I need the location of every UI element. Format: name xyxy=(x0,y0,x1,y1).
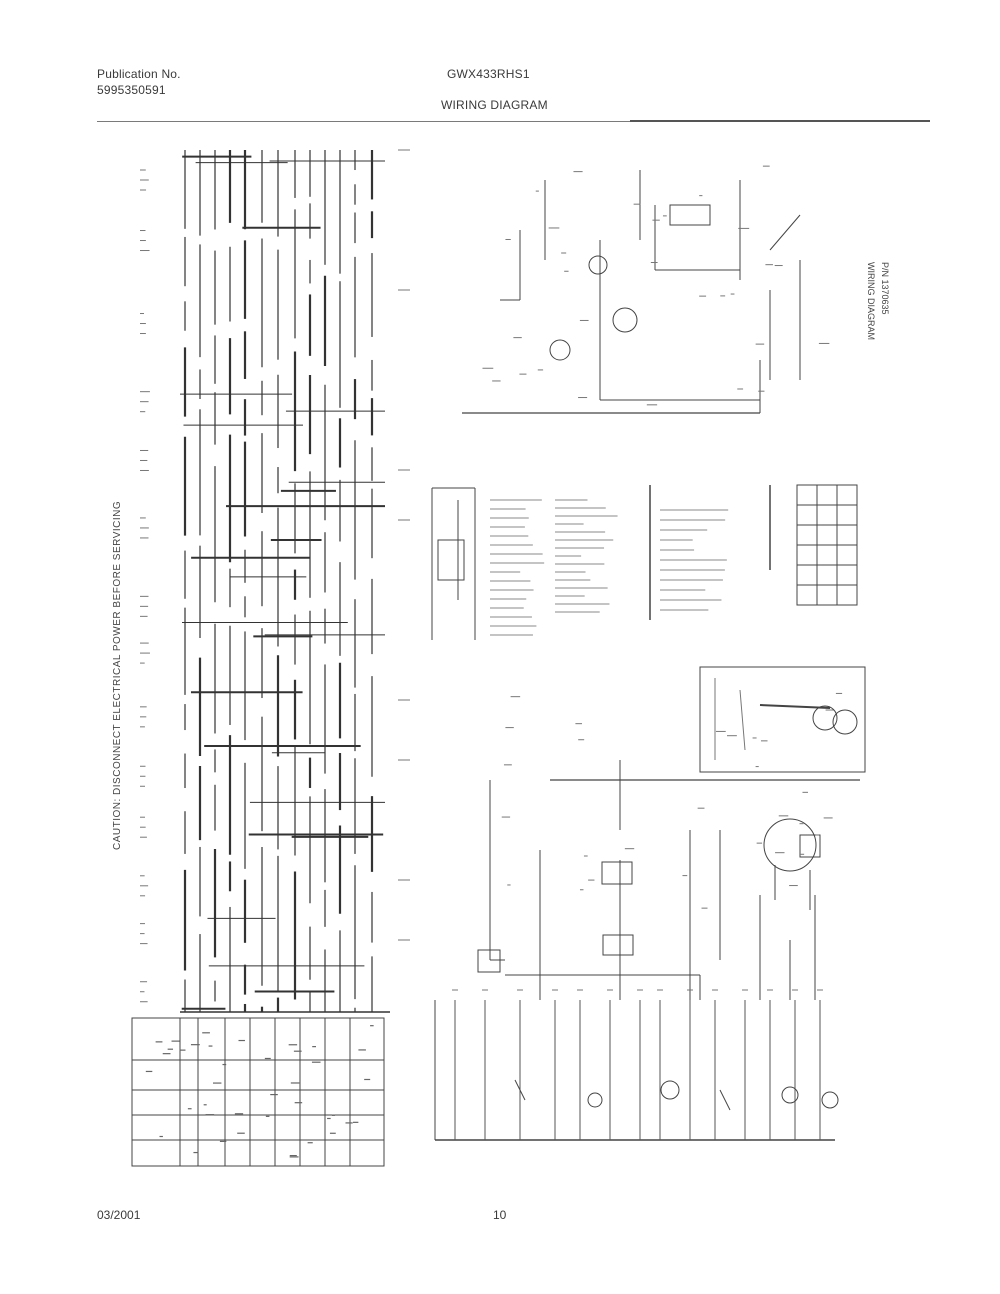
timer-sequence-chart xyxy=(132,1018,384,1166)
motor-circuit-schematic xyxy=(462,166,829,413)
section-title: WIRING DIAGRAM xyxy=(441,98,548,112)
switch-detail-inset xyxy=(700,667,865,772)
wire-color-legend xyxy=(432,485,857,640)
side-part-number: P/N 1370635 xyxy=(880,262,890,315)
page-number: 10 xyxy=(493,1208,507,1222)
publication-number: 5995350591 xyxy=(97,83,166,97)
timer-ladder-schematic xyxy=(140,150,410,1012)
footer-date: 03/2001 xyxy=(97,1208,141,1222)
side-title: WIRING DIAGRAM xyxy=(866,262,876,340)
publication-label: Publication No. xyxy=(97,67,181,81)
caution-text: CAUTION: DISCONNECT ELECTRICAL POWER BEFORE SERVICING xyxy=(112,500,123,850)
model-number: GWX433RHS1 xyxy=(447,67,530,81)
control-circuit-schematic xyxy=(435,693,860,1140)
